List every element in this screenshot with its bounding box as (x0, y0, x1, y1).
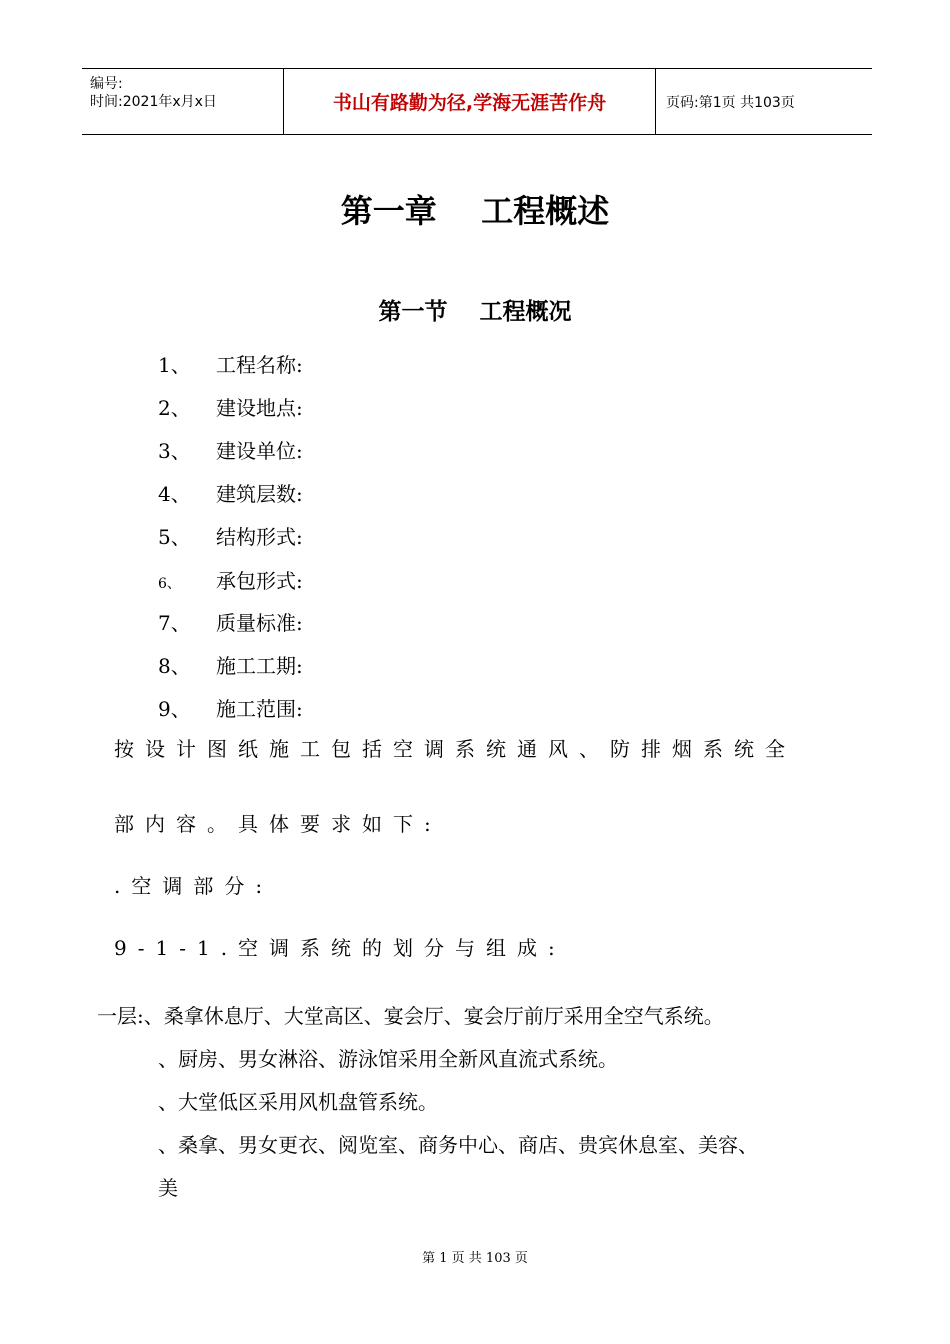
list-item-label: 结构形式: (216, 525, 303, 549)
list-item-label: 质量标准: (216, 611, 303, 635)
list-item (158, 693, 303, 722)
subsection-heading: 9-1-1.空调系统的划分与组成: (114, 936, 566, 960)
list-item (158, 478, 303, 507)
list-item (158, 435, 303, 464)
list-item-label: 承包形式: (216, 569, 303, 593)
chapter-title: 第一章 工程概述 (340, 192, 610, 230)
page-header (82, 68, 872, 135)
floor1-line-4: 、桑拿、男女更衣、阅览室、商务中心、商店、贵宾休息室、美容、 (158, 1133, 758, 1157)
floor1-line-3: 、大堂低区采用风机盘管系统。 (158, 1090, 438, 1114)
header-page-cell (656, 69, 872, 134)
list-item-label: 施工范围: (216, 697, 303, 721)
list-item-number: 3、 (158, 439, 191, 463)
list-item (158, 521, 303, 550)
header-left-cell (82, 69, 284, 134)
list-item (158, 349, 303, 378)
list-item (158, 650, 303, 679)
document-number-label: 编号: (90, 76, 123, 92)
list-item-label: 工程名称: (216, 353, 303, 377)
list-item-label: 建设地点: (216, 396, 303, 420)
scope-paragraph-line-1: 按设计图纸施工包括空调系统通风、防排烟系统全 (114, 737, 796, 761)
list-item-number: 9、 (158, 697, 191, 721)
list-item-number: 5、 (158, 525, 191, 549)
list-item-label: 施工工期: (216, 654, 303, 678)
list-item-label: 建设单位: (216, 439, 303, 463)
list-item-number: 7、 (158, 611, 191, 635)
header-page-info: 页码:第1页 共103页 (666, 94, 795, 111)
list-item-number: 8、 (158, 654, 191, 678)
list-item (158, 607, 303, 636)
header-motto-cell (284, 69, 656, 134)
floor1-line-5: 美 (158, 1176, 178, 1200)
list-item-label: 建筑层数: (216, 482, 303, 506)
list-item (158, 565, 303, 594)
page-footer: 第 1 页 共 103 页 (422, 1251, 528, 1266)
header-motto: 书山有路勤为径,学海无涯苦作舟 (332, 92, 607, 114)
floor1-line-1: 一层:、桑拿休息厅、大堂高区、宴会厅、宴会厅前厅采用全空气系统。 (97, 1004, 724, 1028)
floor1-line-2: 、厨房、男女淋浴、游泳馆采用全新风直流式系统。 (158, 1047, 618, 1071)
document-time-label: 时间:2021年x月x日 (90, 94, 217, 110)
ac-part-heading: .空调部分: (114, 874, 274, 898)
list-item-number: 6、 (158, 576, 181, 592)
list-item-number: 2、 (158, 396, 191, 420)
list-item-number: 1、 (158, 353, 191, 377)
list-item-number: 4、 (158, 482, 191, 506)
section-title: 第一节 工程概况 (378, 299, 572, 325)
scope-paragraph-line-2: 部内容。具体要求如下: (114, 812, 442, 836)
list-item (158, 392, 303, 421)
